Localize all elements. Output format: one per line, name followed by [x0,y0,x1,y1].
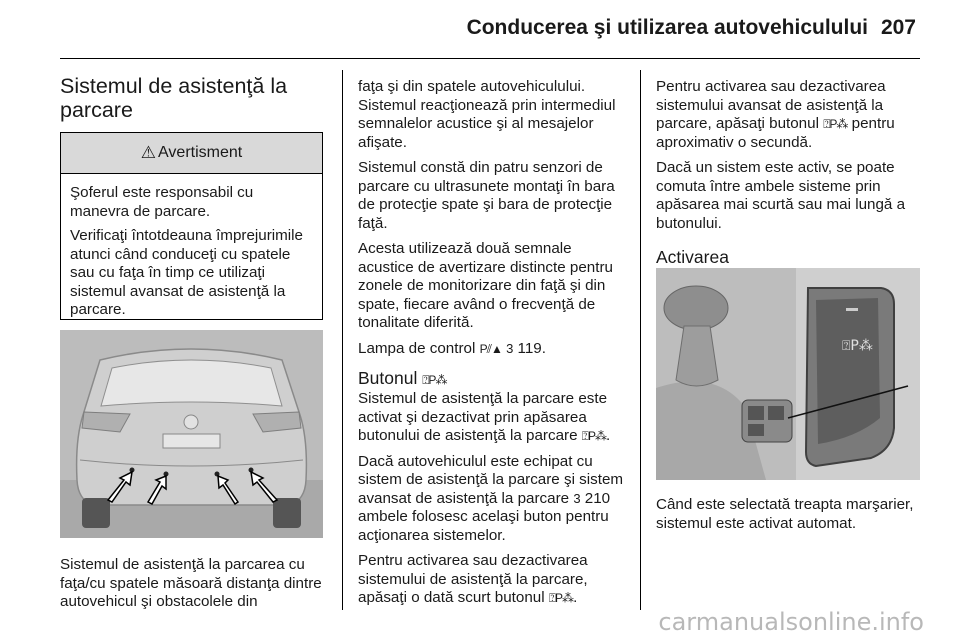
warning-box [60,132,323,320]
warning-paragraph-1: Şoferul este responsabil cu manevra de parcare. [70,184,254,220]
watermark: carmanualsonline.info [658,608,924,636]
column-divider-2 [640,70,641,610]
header-rule [60,58,920,59]
figure-caption-1: Sistemul de asistenţă la parcarea cu faţa/cu spatele măsoară distanţa dintre autovehicul şi obstacolele din [60,556,322,610]
col3-paragraph-2: Dacă un sistem este activ, se poate comuta între ambele sisteme prin apăsarea mai scurtă sau mai lungă a butonului. [656,159,906,232]
console-button-figure [656,268,920,480]
column-2 [358,78,626,615]
col2-paragraph-5: Sistemul de asistenţă la parcare este activat şi dezactivat prin apăsarea butonului de asistenţă la parcare ⍰P⁂. [358,390,611,444]
warning-header [61,133,322,174]
park-assist-button-icon: ⍰P⁂ [422,373,447,387]
svg-text:⍰P⁂: ⍰P⁂ [842,338,873,354]
section-title: Sistemul de asistenţă la parcare [60,74,288,122]
col2-paragraph-6: Dacă autovehiculul este echipat cu sistem de asistenţă la parcare şi sistem avansat de asistenţă la parcare 3 210 ambele folosesc acelaşi buton pentru acţionarea sistemelor. [358,452,624,544]
col2-paragraph-3: Acesta utilizează două semnale acustice de avertizare distincte pentru zonele de monitorizare din faţă şi din spate, fiecare având o frecvenţă de tonalitate diferită. [358,240,613,331]
activation-subhead: Activarea [656,247,729,267]
park-warning-lamp-icon: P⫽▲ [479,341,502,356]
col2-paragraph-2: Sistemul constă din patru senzori de parcare cu ultrasunete montaţi în bara de protecţie spate şi bara de protecţie faţă. [358,159,615,232]
figure-caption-2: Când este selectată treapta marşarier, sistemul este activat automat. [656,496,914,532]
page-ref-arrow-icon: 3 [506,340,514,356]
column-1 [60,74,325,122]
park-assist-button-icon-inline-3: ⍰P⁂ [823,117,848,131]
col3-paragraph-1: Pentru activarea sau dezactivarea sistemului avansat de asistenţă la parcare, apăsaţi butonul ⍰P⁂ pentru aproximativ o secundă. [656,78,895,151]
park-assist-button-icon-inline: ⍰P⁂ [581,429,606,443]
car-rear-figure [60,330,323,538]
warning-triangle-icon: ⚠ [140,143,157,162]
warning-title: Avertisment [158,144,243,161]
col2-paragraph-1: faţa şi din spatele autovehiculului. Sistemul reacţionează prin intermediul semnalelor acustice şi al mesajelor afişate. [358,78,616,151]
warning-paragraph-2: Verificaţi întotdeauna împrejurimile atunci când conduceţi cu spatele sau cu faţa în timp ce utilizaţi sistemul avansat de asistenţă la parcare. [70,227,303,318]
page-header-title: Conducerea şi utilizarea autovehiculului [466,16,868,39]
col2-paragraph-4: Lampa de control P⫽▲ 3 119. [358,339,546,357]
page-number: 207 [880,16,916,39]
button-subhead: Butonul ⍰P⁂ [358,368,447,388]
col2-paragraph-7: Pentru activarea sau dezactivarea sistemului de asistenţă la parcare, apăsaţi o dată scurt butonul ⍰P⁂. [358,552,588,606]
park-assist-button-icon-inline-2: ⍰P⁂ [548,591,574,605]
console-button-illustration [656,268,920,480]
column-3 [656,78,924,267]
page-ref-arrow-icon-2: 3 [573,490,581,506]
column-divider-1 [342,70,343,610]
warning-body [61,174,322,320]
car-rear-illustration [60,330,323,538]
